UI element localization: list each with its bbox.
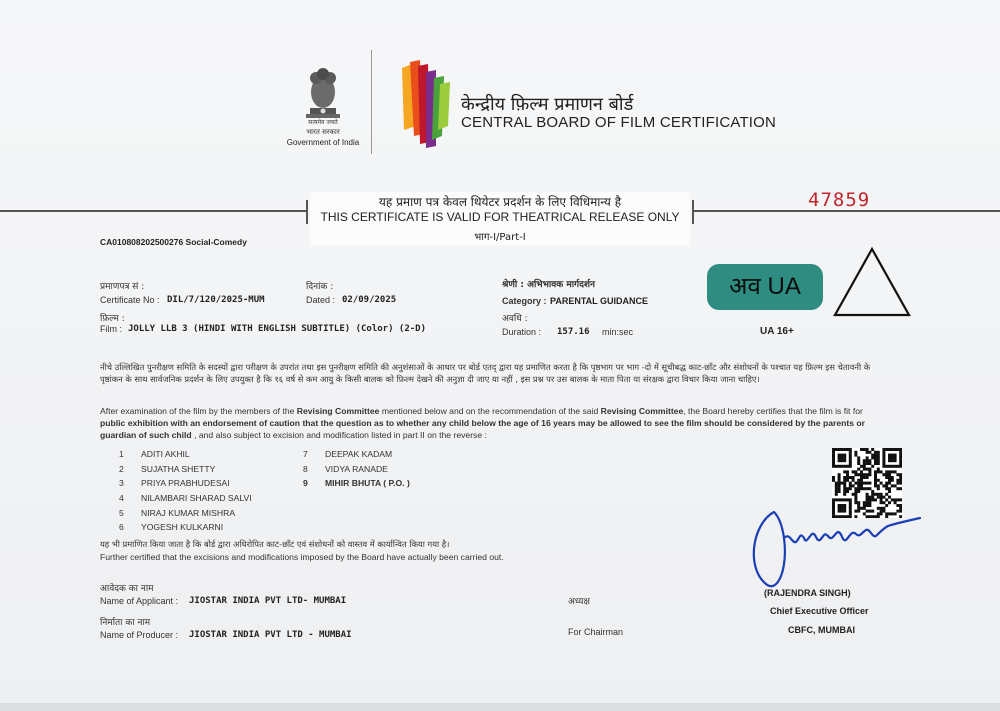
certificate-no-value: DIL/7/120/2025-MUM (167, 295, 265, 305)
member-name: SUJATHA SHETTY (141, 463, 216, 474)
member-number: 7 (303, 449, 308, 459)
applicant-hindi: आवेदक का नाम (100, 584, 154, 594)
applicant-label: Name of Applicant : (100, 596, 179, 606)
member-row (303, 478, 503, 493)
validity-tick-left (306, 200, 308, 224)
lion-capital-icon (296, 64, 350, 126)
signature-icon (744, 498, 924, 594)
cbfc-logo-icon (396, 56, 452, 152)
member-name: YOGESH KULKARNI (141, 522, 224, 533)
signatory-name: (RAJENDRA SINGH) (764, 588, 851, 598)
member-row (303, 449, 503, 464)
validity-rule-left (0, 210, 308, 212)
para-en-part1: After examination of the film by the members of the (100, 406, 295, 416)
chairman-en: For Chairman (568, 627, 624, 637)
member-number: 4 (119, 493, 124, 504)
date-label: Dated : (306, 295, 336, 305)
film-value: JOLLY LLB 3 (HINDI WITH ENGLISH SUBTITLE) (Color) (2-D) (128, 324, 427, 334)
page-bottom-edge (0, 703, 1000, 711)
further-hindi: यह भी प्रमाणित किया जाता है कि बोर्ड द्वारा अधिरोपित काट-छाँट एवं संशोधनों को वास्तव में कार्यान्वित किया गया है। (100, 539, 450, 549)
para-en-revising-committee-2: Revising Committee (600, 406, 684, 416)
member-row (119, 464, 319, 479)
para-en-part3: , the Board hereby certifies that the film is fit for (683, 406, 863, 416)
member-name: VIDYA RANADE (325, 463, 388, 474)
para-en-revising-committee-1: Revising Committee (296, 406, 380, 416)
emblem-country-en: Government of India (286, 138, 360, 147)
member-row (119, 508, 319, 523)
certification-para-hindi: नीचे उल्लिखित पुनरीक्षण समिति के सदस्यों द्वारा परीक्षण के उपरांत तथा इस पुनरीक्षण समिति की अनुशंसाओं के आधार पर बोर्ड एतद् द्वारा यह प्रमाणित करता है कि पृष्ठभाग पर भाग -दो में सूचीबद्ध काट-छाँट और संशोधनों के पश्चात यह फ़िल्म इस चेतावनी के पृष्ठांकन के साथ सार्वजनिक प्रदर्शन के लिए उपयुक्त है कि १६ वर्ष से कम आयु के किसी बालक को फ़िल्म देखने की अनुज्ञा दी जाए या नहीं , इस प्रश्न पर उस बालक के माता पिता या संरक्षक द्वारा विचार किया जाना चाहिए। (100, 362, 871, 384)
para-en-endorsement: public exhibition with an endorsement of caution that the question as to whether any child below the age of 16 years may be allowed to see the film should be considered by the parents or guardian of such child (100, 418, 865, 440)
member-row (119, 493, 319, 508)
member-row (119, 449, 319, 464)
triangle-icon (832, 246, 912, 318)
member-row (119, 478, 319, 493)
validity-part: भाग-I/Part-I (474, 232, 526, 243)
signatory-title: Chief Executive Officer (770, 606, 869, 616)
producer-label: Name of Producer : (100, 630, 179, 640)
rating-badge-sub: UA 16+ (760, 326, 794, 337)
producer-hindi: निर्माता का नाम (100, 618, 151, 628)
date-hindi: दिनांक : (306, 282, 334, 292)
board-name-hindi: केन्द्रीय फ़िल्म प्रमाणन बोर्ड (461, 94, 634, 115)
member-name: MIHIR BHUTA ( P.O. ) (325, 478, 410, 489)
rating-badge: अव UA (707, 264, 823, 310)
applicant-value: JIOSTAR INDIA PVT LTD- MUMBAI (189, 596, 347, 606)
film-hindi: फ़िल्म : (100, 314, 125, 324)
duration-value: 157.16 (557, 327, 590, 337)
reference-line: CA010808202500276 Social-Comedy (100, 237, 247, 247)
producer-value: JIOSTAR INDIA PVT LTD - MUMBAI (189, 630, 352, 640)
certification-para-en (100, 405, 890, 441)
member-name: NILAMBARI SHARAD SALVI (141, 493, 252, 504)
member-number: 3 (119, 478, 124, 489)
validity-en: THIS CERTIFICATE IS VALID FOR THEATRICAL RELEASE ONLY (320, 210, 680, 224)
signatory-office: CBFC, MUMBAI (788, 625, 855, 635)
board-name-en: CENTRAL BOARD OF FILM CERTIFICATION (461, 114, 777, 131)
member-row (303, 464, 503, 479)
film-label: Film : (100, 324, 122, 334)
member-number: 6 (119, 522, 124, 533)
warning-triangle (832, 246, 912, 318)
duration-hindi: अवधि : (502, 314, 528, 324)
member-number: 8 (303, 463, 308, 474)
committee-members-col1 (119, 449, 319, 537)
member-number: 9 (303, 478, 308, 489)
category-hindi: श्रेणी : अभिभावक मार्गदर्शन (502, 280, 595, 290)
certificate-no-label: Certificate No : (100, 295, 160, 305)
signature (744, 498, 924, 594)
para-en-part4: , and also subject to excision and modification listed in part II on the reverse : (194, 430, 487, 440)
header-divider (371, 50, 372, 154)
category-label: Category : (502, 296, 547, 306)
member-row (119, 522, 319, 537)
member-number: 2 (119, 463, 124, 474)
certificate-no-hindi: प्रमाणपत्र सं : (100, 282, 145, 292)
member-name: ADITI AKHIL (141, 449, 190, 459)
member-name: PRIYA PRABHUDESAI (141, 478, 230, 489)
validity-tick-right (692, 200, 694, 224)
emblem-country-hindi: भारत सरकार (306, 128, 340, 136)
member-number: 1 (119, 449, 124, 459)
member-number: 5 (119, 507, 124, 518)
cbfc-logo (396, 56, 452, 152)
duration-label: Duration : (502, 327, 542, 337)
chairman-hindi: अध्यक्ष (568, 597, 590, 607)
committee-members-col2 (303, 449, 503, 493)
date-value: 02/09/2025 (342, 295, 397, 305)
member-name: DEEPAK KADAM (325, 449, 393, 459)
validity-hindi: यह प्रमाण पत्र केवल थियेटर प्रदर्शन के लिए विधिमान्य है (378, 195, 622, 209)
duration-unit: min:sec (602, 327, 634, 337)
further-en: Further certified that the excisions and modifications imposed by the Board have actually been carried out. (100, 552, 504, 562)
serial-number: 47859 (808, 189, 871, 211)
member-name: NIRAJ KUMAR MISHRA (141, 507, 236, 518)
para-en-part2: mentioned below and on the recommendation of the said (381, 406, 599, 416)
emblem-motto: सत्यमेव जयते (308, 119, 338, 126)
category-value: PARENTAL GUIDANCE (550, 296, 649, 306)
